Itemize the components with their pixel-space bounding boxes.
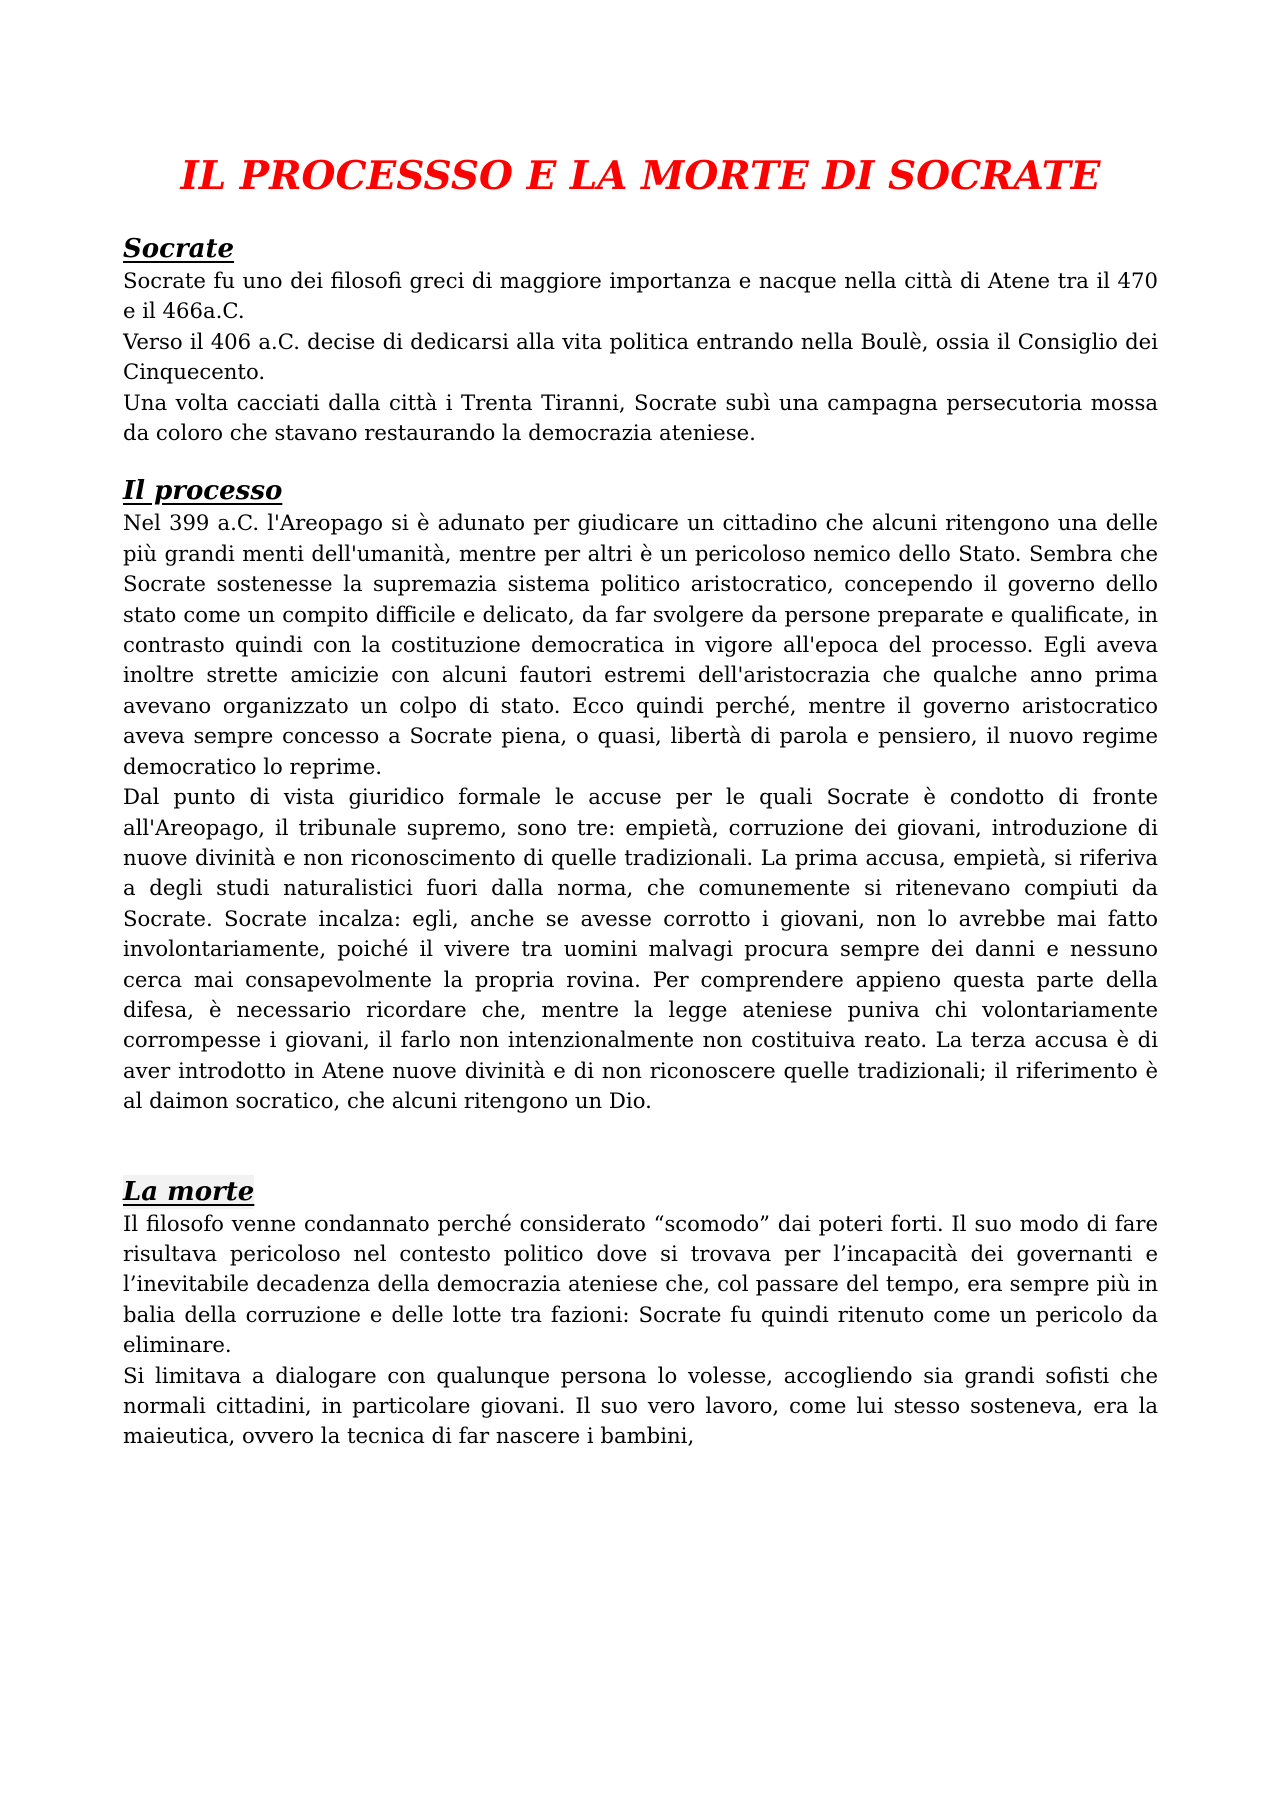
paragraph: Una volta cacciati dalla città i Trenta Tiranni, Socrate subì una campagna persecutoria mossa da coloro che stavano restaurando la democrazia ateniese.	[123, 389, 1158, 446]
paragraph: Verso il 406 a.C. decise di dedicarsi alla vita politica entrando nella Boulè, ossia il Consiglio dei Cinquecento.	[123, 328, 1158, 385]
paragraph: Si limitava a dialogare con qualunque persona lo volesse, accogliendo sia grandi sofisti che normali cittadini, in particolare giovani. Il suo vero lavoro, come lui stesso sosteneva, era la maieutica, ovvero la tecnica di far nascere i bambini,	[123, 1362, 1158, 1449]
section-heading: La morte	[123, 1176, 255, 1207]
section-socrate	[123, 232, 1158, 266]
paragraph: Socrate fu uno dei filosofi greci di maggiore importanza e nacque nella città di Atene tra il 470 e il 466a.C.	[123, 268, 1158, 324]
document-title: IL PROCESSSO E LA MORTE DI SOCRATE	[180, 153, 1101, 199]
section-il-processo	[123, 474, 1158, 508]
section-heading: Socrate	[123, 234, 235, 264]
document-body	[123, 150, 1158, 1452]
paragraph: Nel 399 a.C. l'Areopago si è adunato per giudicare un cittadino che alcuni ritengono una delle più grandi menti dell'umanità, mentre per altri è un pericoloso nemico dello Stato. Sembra che Socrate sostenesse la supremazia sistema politico aristocratico, concependo il governo dello stato come un compito difficile e delicato, da far svolgere da persone preparate e qualificate, in contrasto quindi con la costituzione democratica in vigore all'epoca del processo. Egli aveva inoltre strette amicizie con alcuni fautori estremi dell'aristocrazia che qualche anno prima avevano organizzato un colpo di stato. Ecco quindi perché, mentre il governo aristocratico aveva sempre concesso a Socrate piena, o quasi, libertà di parola e pensiero, il nuovo regime democratico lo reprime.	[123, 510, 1158, 779]
paragraph: Dal punto di vista giuridico formale le accuse per le quali Socrate è condotto di fronte all'Areopago, il tribunale supremo, sono tre: empietà, corruzione dei giovani, introduzione di nuove divinità e non riconoscimento di quelle tradizionali. La prima accusa, empietà, si riferiva a degli studi naturalistici fuori dalla norma, che comunemente si ritenevano compiuti da Socrate. Socrate incalza: egli, anche se avesse corrotto i giovani, non lo avrebbe mai fatto involontariamente, poiché il vivere tra uomini malvagi procura sempre dei danni e nessuno cerca mai consapevolmente la propria rovina. Per comprendere appieno questa parte della difesa, è necessario ricordare che, mentre la legge ateniese puniva chi volontariamente corrompesse i giovani, il farlo non intenzionalmente non costituiva reato. La terza accusa è di aver introdotto in Atene nuove divinità e di non riconoscere quelle tradizionali; il riferimento è al daimon socratico, che alcuni ritengono un Dio.	[123, 784, 1158, 1114]
section-heading: Il processo	[123, 476, 283, 507]
paragraph: Il filosofo venne condannato perché considerato “scomodo” dai poteri forti. Il suo modo di fare risultava pericoloso nel contesto politico dove si trovava per l’incapacità dei governanti e l’inevitabile decadenza della democrazia ateniese che, col passare del tempo, era sempre più in balia della corruzione e delle lotte tra fazioni: Socrate fu quindi ritenuto come un pericolo da eliminare.	[123, 1210, 1158, 1358]
section-la-morte	[123, 1175, 1158, 1209]
